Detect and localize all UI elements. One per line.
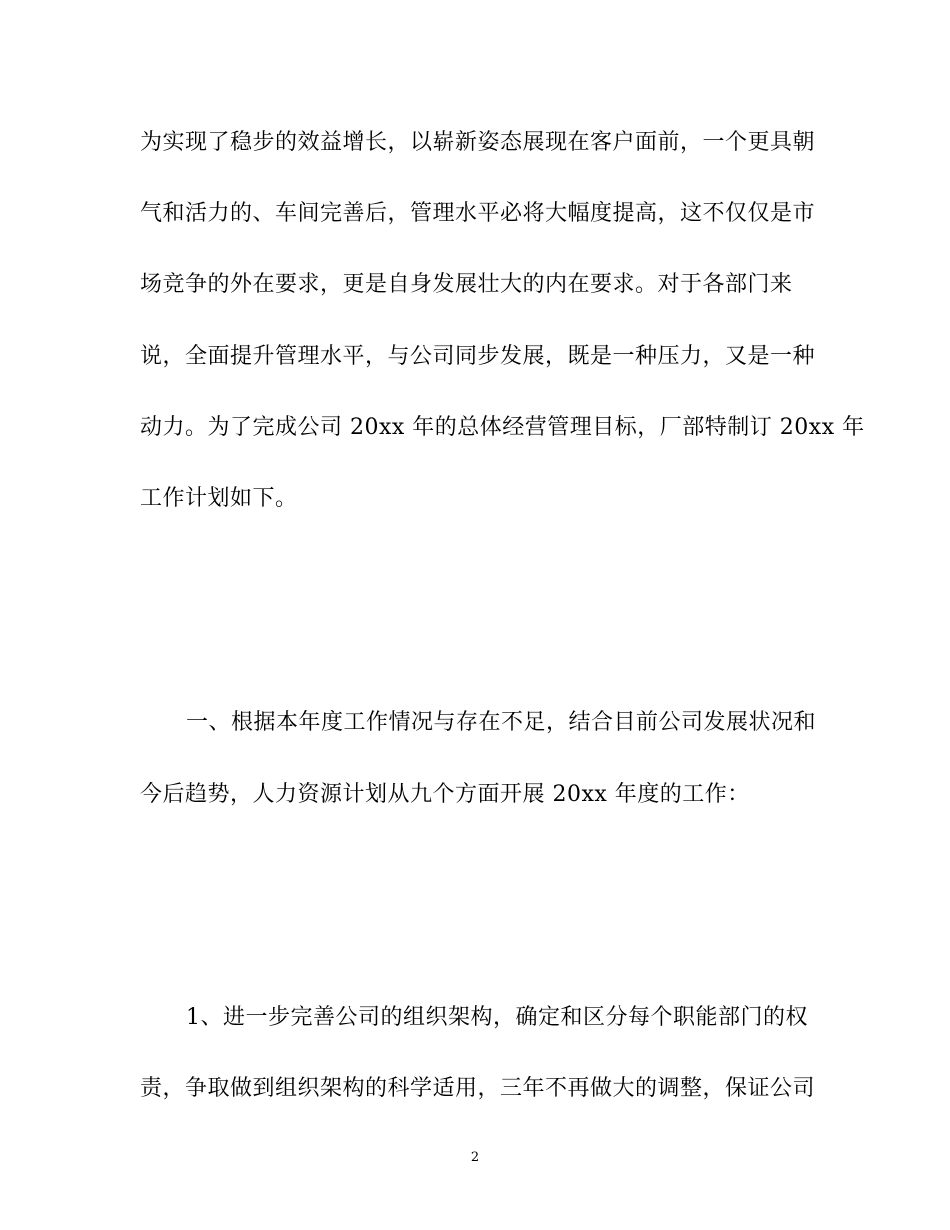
paragraph-3-line-2: 责，争取做到组织架构的科学适用，三年不再做大的调整，保证公司 <box>140 1076 816 1101</box>
page-number: 2 <box>470 1150 480 1165</box>
paragraph-1-line-4: 说，全面提升管理水平，与公司同步发展，既是一种压力，又是一种 <box>140 344 816 369</box>
paragraph-2-line-2: 今后趋势，人力资源计划从九个方面开展 20xx 年度的工作： <box>140 782 750 807</box>
paragraph-3-line-1: 1、进一步完善公司的组织架构，确定和区分每个职能部门的权 <box>186 1005 808 1030</box>
paragraph-1-line-6: 工作计划如下。 <box>140 486 298 511</box>
paragraph-1-line-1: 为实现了稳步的效益增长，以崭新姿态展现在客户面前，一个更具朝 <box>140 130 816 155</box>
paragraph-1-line-2: 气和活力的、车间完善后，管理水平必将大幅度提高，这不仅仅是市 <box>140 201 816 226</box>
paragraph-1-line-3: 场竞争的外在要求，更是自身发展壮大的内在要求。对于各部门来 <box>140 272 793 297</box>
paragraph-2-line-1: 一、根据本年度工作情况与存在不足，结合目前公司发展状况和 <box>186 710 817 735</box>
paragraph-1-line-5: 动力。为了完成公司 20xx 年的总体经营管理目标，厂部特制订 20xx 年 <box>140 415 865 440</box>
